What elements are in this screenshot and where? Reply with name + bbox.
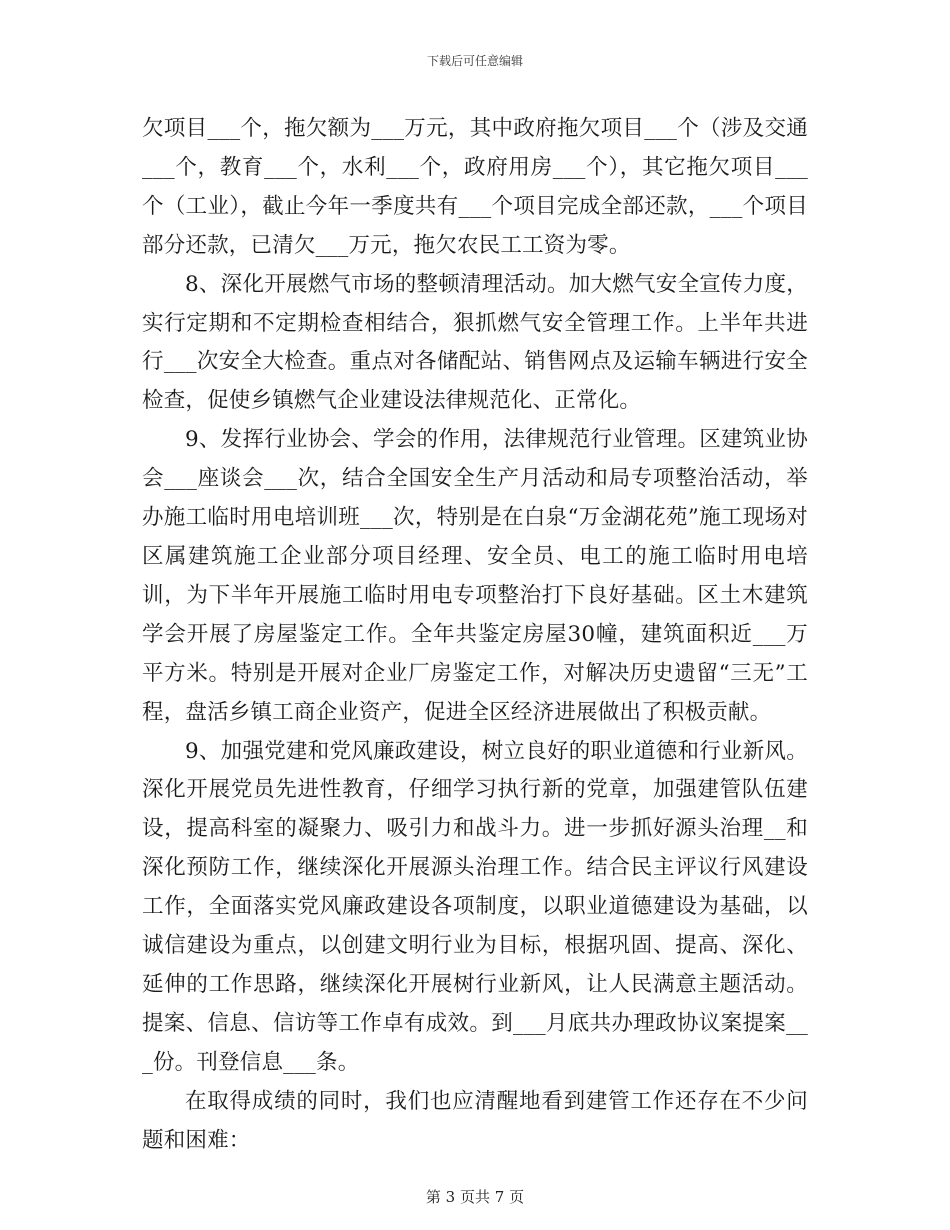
paragraph-closing: 在取得成绩的同时，我们也应清醒地看到建管工作还存在不少问题和困难：	[142, 1088, 808, 1153]
paragraph-item-8: 8、深化开展燃气市场的整顿清理活动。加大燃气安全宣传力度，实行定期和不定期检查相结合，狠抓燃气安全管理工作。上半年共进行___次安全大检查。重点对各储配站、销售网点及运输车辆进行安全检查，促使乡镇燃气企业建设法律规范化、正常化。	[142, 271, 808, 414]
document-body	[142, 110, 808, 1160]
page-header: 下载后可任意编辑	[426, 54, 523, 68]
paragraph-item-9-party-building: 9、加强党建和党风廉政建设，树立良好的职业道德和行业新风。深化开展党员先进性教育，仔细学习执行新的党章，加强建管队伍建设，提高科室的凝聚力、吸引力和战斗力。进一步抓好源头治理__和深化预防工作，继续深化开展源头治理工作。结合民主评议行风建设工作，全面落实党风廉政建设各项制度，以职业道德建设为基础，以诚信建设为重点，以创建文明行业为目标，根据巩固、提高、深化、延伸的工作思路，继续深化开展树行业新风，让人民满意主题活动。提案、信息、信访等工作卓有成效。到___月底共办理政协议案提案___份。刊登信息___条。	[142, 738, 808, 1075]
page-number-footer: 第 3 页共 7 页	[425, 1188, 525, 1206]
paragraph-item-9-associations: 9、发挥行业协会、学会的作用，法律规范行业管理。区建筑业协会___座谈会___次，结合全国安全生产月活动和局专项整治活动，举办施工临时用电培训班___次，特别是在白泉“万金湖花苑”施工现场对区属建筑施工企业部分项目经理、安全员、电工的施工临时用电培训，为下半年开展施工临时用电专项整治打下良好基础。区土木建筑学会开展了房屋鉴定工作。全年共鉴定房屋30幢，建筑面积近___万平方米。特别是开展对企业厂房鉴定工作，对解决历史遗留“三无”工程，盘活乡镇工商企业资产，促进全区经济进展做出了积极贡献。	[142, 427, 808, 725]
paragraph-continued: 欠项目___个，拖欠额为___万元，其中政府拖欠项目___个（涉及交通___个，教育___个，水利___个，政府用房___个），其它拖欠项目___个（工业），截止今年一季度共有___个项目完成全部还款，___个项目部分还款，已清欠___万元，拖欠农民工工资为零。	[142, 116, 808, 258]
